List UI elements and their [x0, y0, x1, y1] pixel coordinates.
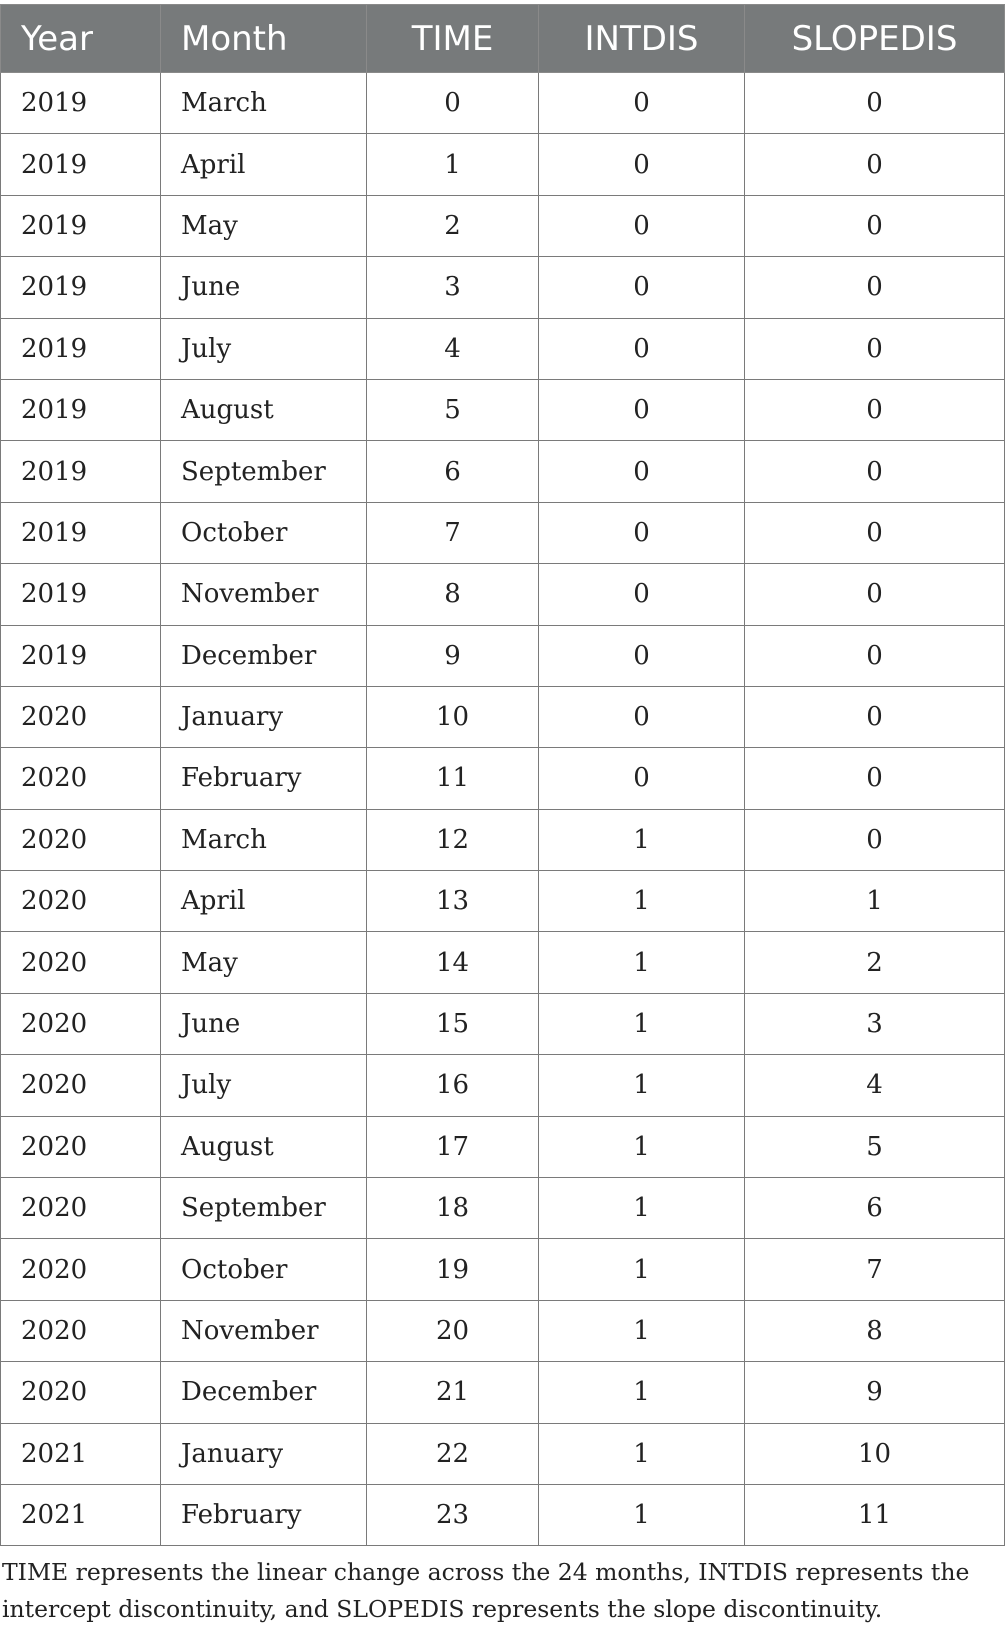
- cell-intdis: 0: [539, 502, 745, 563]
- cell-month: September: [161, 441, 367, 502]
- cell-time: 1: [367, 134, 539, 195]
- table-row: [1, 871, 1005, 932]
- cell-time: 17: [367, 1116, 539, 1177]
- cell-slopedis: 0: [745, 502, 1005, 563]
- table-row: [1, 1116, 1005, 1177]
- cell-intdis: 0: [539, 441, 745, 502]
- cell-intdis: 1: [539, 809, 745, 870]
- header-year: Year: [1, 5, 161, 73]
- cell-time: 10: [367, 686, 539, 747]
- cell-month: January: [161, 686, 367, 747]
- cell-month: July: [161, 1055, 367, 1116]
- cell-year: 2020: [1, 932, 161, 993]
- cell-slopedis: 0: [745, 686, 1005, 747]
- cell-month: November: [161, 564, 367, 625]
- cell-time: 6: [367, 441, 539, 502]
- cell-month: April: [161, 871, 367, 932]
- cell-intdis: 1: [539, 1055, 745, 1116]
- cell-month: February: [161, 1484, 367, 1545]
- cell-slopedis: 8: [745, 1300, 1005, 1361]
- cell-intdis: 1: [539, 871, 745, 932]
- cell-time: 0: [367, 73, 539, 134]
- cell-year: 2019: [1, 502, 161, 563]
- cell-year: 2020: [1, 871, 161, 932]
- cell-slopedis: 10: [745, 1423, 1005, 1484]
- cell-year: 2020: [1, 1116, 161, 1177]
- cell-month: June: [161, 257, 367, 318]
- cell-time: 23: [367, 1484, 539, 1545]
- table-row: [1, 257, 1005, 318]
- cell-year: 2019: [1, 564, 161, 625]
- cell-month: September: [161, 1178, 367, 1239]
- cell-month: August: [161, 379, 367, 440]
- cell-year: 2020: [1, 1239, 161, 1300]
- table-row: [1, 73, 1005, 134]
- cell-year: 2019: [1, 134, 161, 195]
- header-slopedis: SLOPEDIS: [745, 5, 1005, 73]
- table-header: [1, 5, 1005, 73]
- cell-year: 2019: [1, 379, 161, 440]
- cell-year: 2019: [1, 195, 161, 256]
- table-row: [1, 1178, 1005, 1239]
- cell-intdis: 0: [539, 195, 745, 256]
- table-footnote: TIME represents the linear change across the 24 months, INTDIS represents the intercept discontinuity, and SLOPEDIS represents the slope discontinuity.: [2, 1558, 970, 1623]
- cell-month: October: [161, 502, 367, 563]
- cell-month: August: [161, 1116, 367, 1177]
- cell-slopedis: 1: [745, 871, 1005, 932]
- cell-slopedis: 7: [745, 1239, 1005, 1300]
- cell-intdis: 0: [539, 73, 745, 134]
- table-row: [1, 1423, 1005, 1484]
- cell-slopedis: 2: [745, 932, 1005, 993]
- cell-time: 14: [367, 932, 539, 993]
- cell-slopedis: 11: [745, 1484, 1005, 1545]
- header-intdis: INTDIS: [539, 5, 745, 73]
- cell-month: July: [161, 318, 367, 379]
- cell-slopedis: 0: [745, 195, 1005, 256]
- cell-time: 20: [367, 1300, 539, 1361]
- cell-time: 12: [367, 809, 539, 870]
- cell-slopedis: 0: [745, 257, 1005, 318]
- table-row: [1, 564, 1005, 625]
- cell-time: 15: [367, 993, 539, 1054]
- cell-year: 2019: [1, 73, 161, 134]
- table-row: [1, 1300, 1005, 1361]
- cell-year: 2019: [1, 257, 161, 318]
- cell-year: 2019: [1, 625, 161, 686]
- cell-time: 5: [367, 379, 539, 440]
- cell-slopedis: 9: [745, 1362, 1005, 1423]
- cell-year: 2020: [1, 993, 161, 1054]
- data-table: [0, 4, 1005, 1546]
- cell-year: 2020: [1, 1362, 161, 1423]
- cell-year: 2019: [1, 441, 161, 502]
- cell-time: 2: [367, 195, 539, 256]
- table-row: [1, 1484, 1005, 1545]
- cell-time: 18: [367, 1178, 539, 1239]
- cell-intdis: 1: [539, 1362, 745, 1423]
- cell-time: 11: [367, 748, 539, 809]
- table-row: [1, 502, 1005, 563]
- table-row: [1, 1239, 1005, 1300]
- header-time: TIME: [367, 5, 539, 73]
- cell-slopedis: 0: [745, 625, 1005, 686]
- cell-year: 2019: [1, 318, 161, 379]
- cell-intdis: 0: [539, 134, 745, 195]
- cell-time: 3: [367, 257, 539, 318]
- cell-month: January: [161, 1423, 367, 1484]
- cell-time: 9: [367, 625, 539, 686]
- cell-month: May: [161, 932, 367, 993]
- cell-month: June: [161, 993, 367, 1054]
- cell-slopedis: 0: [745, 318, 1005, 379]
- cell-year: 2020: [1, 809, 161, 870]
- cell-intdis: 0: [539, 379, 745, 440]
- cell-intdis: 1: [539, 1116, 745, 1177]
- cell-intdis: 0: [539, 625, 745, 686]
- cell-month: February: [161, 748, 367, 809]
- table-row: [1, 993, 1005, 1054]
- cell-year: 2020: [1, 1055, 161, 1116]
- cell-intdis: 0: [539, 564, 745, 625]
- cell-intdis: 1: [539, 1423, 745, 1484]
- cell-month: October: [161, 1239, 367, 1300]
- cell-slopedis: 3: [745, 993, 1005, 1054]
- table-row: [1, 195, 1005, 256]
- cell-year: 2021: [1, 1484, 161, 1545]
- cell-intdis: 0: [539, 318, 745, 379]
- cell-month: November: [161, 1300, 367, 1361]
- cell-time: 13: [367, 871, 539, 932]
- table-row: [1, 1055, 1005, 1116]
- table-row: [1, 1362, 1005, 1423]
- cell-time: 4: [367, 318, 539, 379]
- cell-month: May: [161, 195, 367, 256]
- cell-time: 8: [367, 564, 539, 625]
- cell-intdis: 0: [539, 748, 745, 809]
- cell-year: 2021: [1, 1423, 161, 1484]
- cell-slopedis: 0: [745, 564, 1005, 625]
- cell-slopedis: 4: [745, 1055, 1005, 1116]
- header-month: Month: [161, 5, 367, 73]
- cell-slopedis: 0: [745, 441, 1005, 502]
- table-row: [1, 809, 1005, 870]
- cell-intdis: 1: [539, 1300, 745, 1361]
- cell-year: 2020: [1, 686, 161, 747]
- table-row: [1, 318, 1005, 379]
- cell-slopedis: 6: [745, 1178, 1005, 1239]
- cell-time: 19: [367, 1239, 539, 1300]
- cell-year: 2020: [1, 1178, 161, 1239]
- cell-intdis: 1: [539, 1239, 745, 1300]
- cell-intdis: 1: [539, 1178, 745, 1239]
- cell-year: 2020: [1, 1300, 161, 1361]
- cell-slopedis: 0: [745, 134, 1005, 195]
- cell-month: April: [161, 134, 367, 195]
- cell-slopedis: 0: [745, 748, 1005, 809]
- table-body: [1, 73, 1005, 1546]
- table-row: [1, 134, 1005, 195]
- header-row: [1, 5, 1005, 73]
- table-row: [1, 932, 1005, 993]
- cell-slopedis: 5: [745, 1116, 1005, 1177]
- cell-intdis: 0: [539, 257, 745, 318]
- cell-time: 7: [367, 502, 539, 563]
- cell-year: 2020: [1, 748, 161, 809]
- cell-time: 22: [367, 1423, 539, 1484]
- cell-month: December: [161, 625, 367, 686]
- cell-time: 21: [367, 1362, 539, 1423]
- cell-intdis: 1: [539, 1484, 745, 1545]
- cell-slopedis: 0: [745, 379, 1005, 440]
- cell-intdis: 1: [539, 932, 745, 993]
- table-row: [1, 625, 1005, 686]
- cell-month: March: [161, 809, 367, 870]
- table-row: [1, 379, 1005, 440]
- table-row: [1, 441, 1005, 502]
- cell-time: 16: [367, 1055, 539, 1116]
- cell-intdis: 0: [539, 686, 745, 747]
- table-row: [1, 748, 1005, 809]
- table-row: [1, 686, 1005, 747]
- cell-month: December: [161, 1362, 367, 1423]
- cell-month: March: [161, 73, 367, 134]
- cell-slopedis: 0: [745, 73, 1005, 134]
- cell-slopedis: 0: [745, 809, 1005, 870]
- cell-intdis: 1: [539, 993, 745, 1054]
